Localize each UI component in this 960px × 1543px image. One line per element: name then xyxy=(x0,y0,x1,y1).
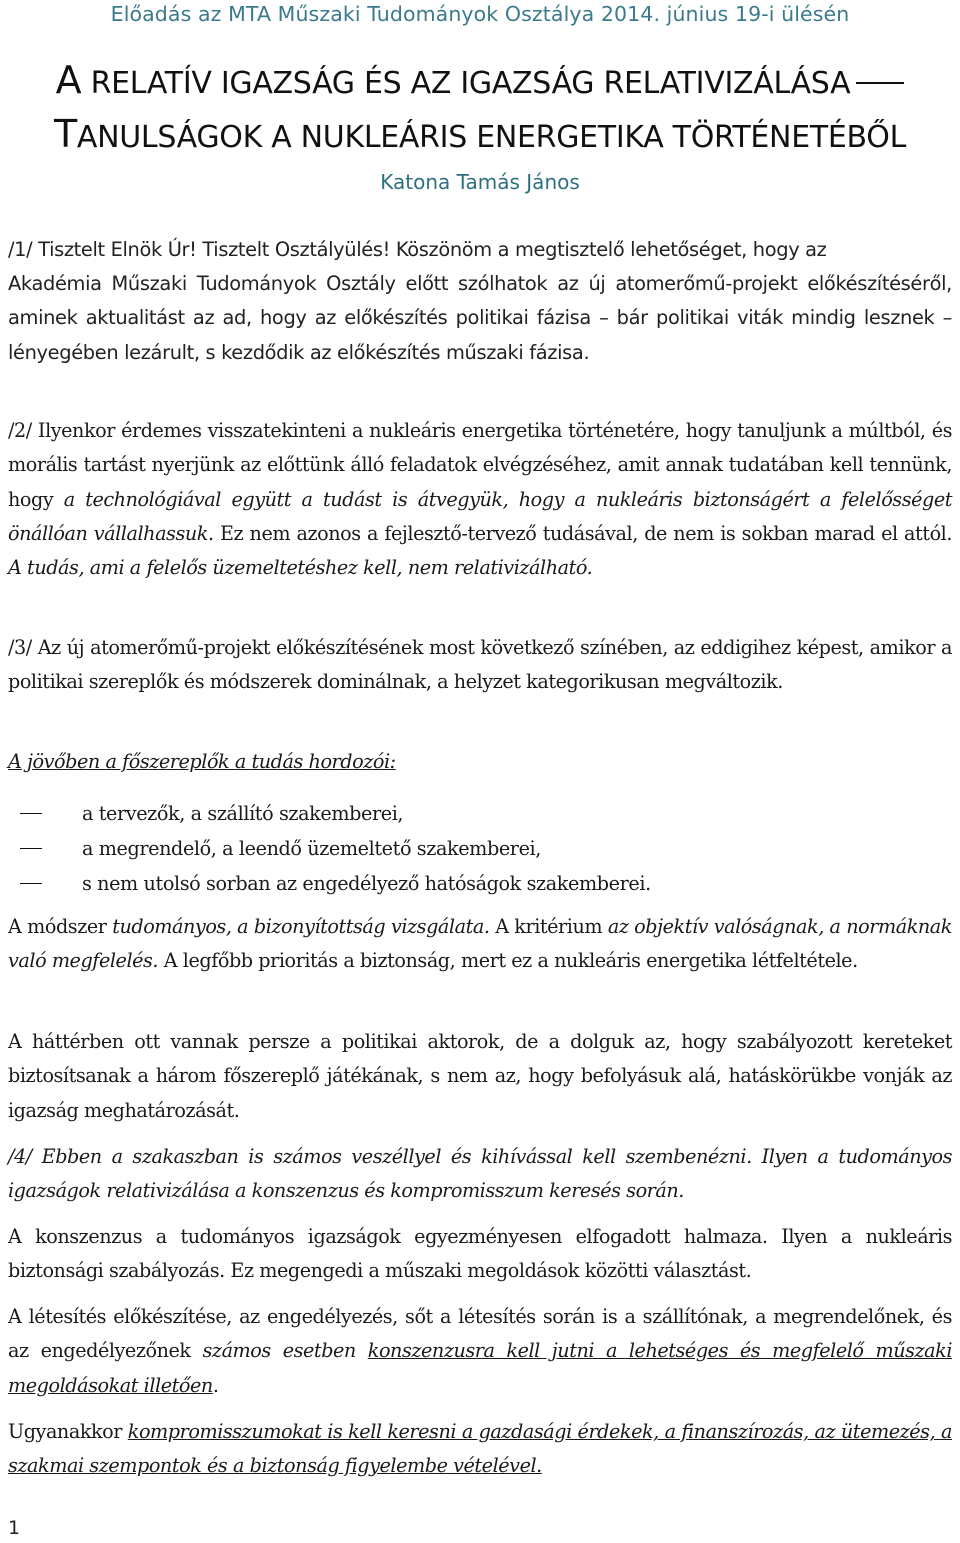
paragraph-5-text-f: , mert ez a nukleáris energetika létfeltétele. xyxy=(449,949,858,973)
paragraph-9-italic-underlined: konszenzusra kell jutni a lehetséges és megfelelő műszaki megoldásokat illetően xyxy=(8,1339,953,1397)
paragraph-9-text-d: . xyxy=(212,1373,219,1397)
paragraph-3: /3/ Az új atomerőmű-projekt előkészítésének most következő színében, az eddigihez képest, amikor a politikai szereplők és módszerek dominálnak, a helyzet kategorikusan megváltozik. xyxy=(8,636,952,694)
paragraph-4-heading: A jövőben a főszereplők a tudás hordozói: xyxy=(8,750,396,773)
list-item-text: a megrendelő, a leendő üzemeltető szakemberei, xyxy=(82,837,541,860)
paragraph-10 xyxy=(8,1415,952,1484)
paragraph-2-italic-b: a technológiával együtt a tudást is átvegyük, hogy a nukleáris biztonságért a felelősséget önállóan vállalhassuk. xyxy=(8,487,952,545)
dash-bullet xyxy=(20,813,42,814)
paragraph-7-italic-a: /4/ Ebben a szakaszban is számos veszéllyel és kihívással kell szembenézni. xyxy=(8,1145,752,1168)
title-line-2 xyxy=(0,112,960,156)
list-item xyxy=(8,866,952,901)
author-name: Katona Tamás János xyxy=(380,170,580,194)
title-line-2-text: ANULSÁGOK A NUKLEÁRIS ENERGETIKA TÖRTÉNETÉBŐL xyxy=(76,120,907,155)
paragraph-1-line-1: /1/ Tisztelt Elnök Úr! Tisztelt Osztályülés! Köszönöm a megtisztelő lehetőséget, hogy az xyxy=(8,238,827,261)
paragraph-7-italic-b: Ilyen a tudományos igazságok relativizálása a konszenzus és kompromisszum keresés során. xyxy=(8,1145,952,1203)
list-item xyxy=(8,831,952,866)
page-number: 1 xyxy=(8,1517,21,1539)
paragraph-5-italic-b: tudományos, a bizonyítottság vizsgálata. xyxy=(112,915,490,938)
paragraph-9 xyxy=(8,1300,952,1403)
paragraph-5-italic-d: az objektív valóságnak, a normáknak való megfelelés. xyxy=(8,915,952,973)
paragraph-5-text-a: A módszer xyxy=(8,915,113,938)
list-item-text: a tervezők, a szállító szakemberei, xyxy=(82,802,404,825)
paragraph-10-italic-underlined: kompromisszumokat is kell keresni a gazdasági érdekek, a finanszírozás, az ütemezés, a szakmai szempontok és a biztonság figyelembe vételével. xyxy=(8,1420,952,1478)
list-item xyxy=(8,796,952,831)
paragraph-2-italic-d: A tudás, ami a felelős üzemeltetéshez kell, nem relativizálható. xyxy=(8,556,593,580)
paragraph-2-text-a: /2/ Ilyenkor érdemes visszatekinteni a nukleáris energetika történetére, hogy tanuljunk a múltból, és morális tartást nyerjünk az előttünk álló feladatok elvégzéséhez, amit annak tudatában kell tennünk, hogy xyxy=(8,419,952,511)
title-dash xyxy=(856,82,904,84)
dash-bullet xyxy=(20,883,42,884)
dash-bullet xyxy=(20,848,42,849)
paragraph-5 xyxy=(8,910,952,979)
title-line-1 xyxy=(0,58,960,102)
key-actors-list xyxy=(8,796,952,901)
paragraph-4 xyxy=(8,745,952,779)
paragraph-9-text-a: A létesítés előkészítése, az engedélyezés, sőt a létesítés során is a szállítónak, a megrendelőnek, és az engedélyezőnek xyxy=(8,1305,952,1363)
paragraph-5-text-c: A kritérium xyxy=(489,915,608,938)
title-line-1-initial: A xyxy=(55,58,82,102)
paragraph-1: Akadémia Műszaki Tudományok Osztály előtt szólhatok az új atomerőmű-projekt előkészítéséről, aminek aktualitást az ad, hogy az előkészítés politikai fázisa – bár politikai viták mindig lesznek – lényegében lezárult, s kezdődik az előkészítés műszaki fázisa. xyxy=(8,272,952,364)
paragraph-8: A konszenzus a tudományos igazságok egyezményesen elfogadott halmaza. Ilyen a nukleáris biztonsági szabályozás. Ez megengedi a műszaki megoldások közötti választást. xyxy=(8,1225,952,1283)
paragraph-9-italic-b: számos esetben xyxy=(202,1339,368,1363)
title-line-1-text: RELATÍV IGAZSÁG ÉS AZ IGAZSÁG RELATIVIZÁLÁSA xyxy=(81,66,851,101)
list-item-text: s nem utolsó sorban az engedélyező hatóságok szakemberei. xyxy=(82,872,651,895)
paragraph-2-text-c: Ez nem azonos a fejlesztő-tervező tudásával, de nem is sokban marad el attól. xyxy=(213,521,953,545)
paragraph-2 xyxy=(8,414,952,585)
paragraph-5-text-e: A legfőbb prioritás a biztonság xyxy=(158,949,450,973)
paragraph-7 xyxy=(8,1140,952,1209)
paragraph-10-text-a: Ugyanakkor xyxy=(8,1420,128,1443)
title-line-2-initial: T xyxy=(53,112,77,156)
paragraph-6: A háttérben ott vannak persze a politikai aktorok, de a dolguk az, hogy szabályozott kereteket biztosítsanak a három főszereplő játékának, s nem az, hogy befolyásuk alá, hatáskörükbe vonják az igazság meghatározását. xyxy=(8,1030,952,1122)
document-header: Előadás az MTA Műszaki Tudományok Osztálya 2014. június 19-i ülésén xyxy=(110,2,850,26)
